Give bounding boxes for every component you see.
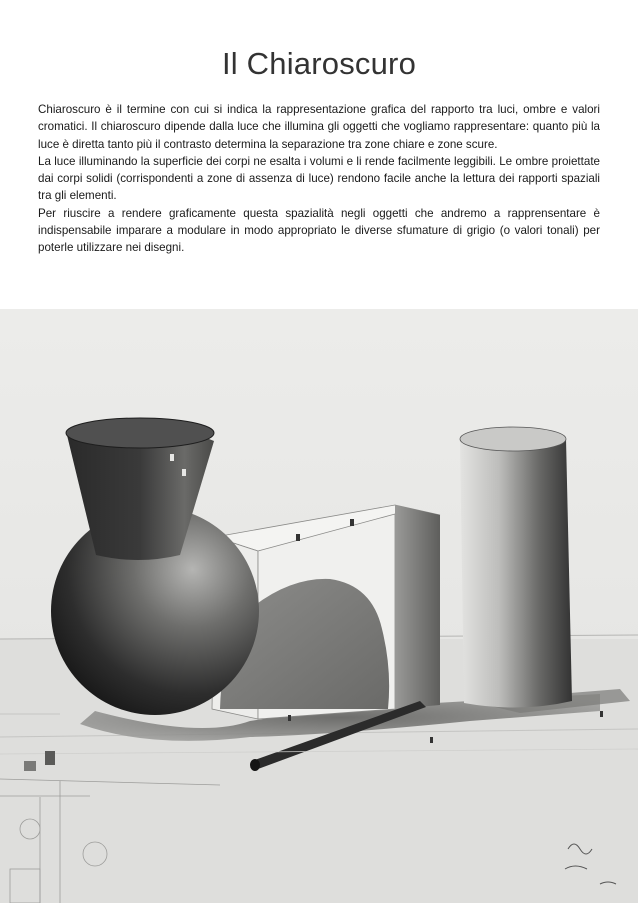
body-text (38, 101, 600, 257)
page-title: Il Chiaroscuro (221, 46, 417, 81)
drawing-illustration (0, 309, 638, 903)
paragraph: La luce illuminando la superficie dei corpi ne esalta i volumi e li rende facilmente leggibili. Le ombre proiettate dai corpi solidi (corrispondenti a zone di assenza di luce) rendono facile anche la lettura dei rapporti spaziali tra gli elementi. (38, 154, 600, 203)
paragraph: Chiaroscuro è il termine con cui si indica la rappresentazione grafica del rapporto tra luci, ombre e valori cromatici. Il chiaroscuro dipende dalla luce che illumina gli oggetti che vogliamo rappresentare: quanto più la luce è diretta tanto più il contrasto determina la separazione tra zone chiare e zone scure. (38, 103, 600, 151)
paragraph: Per riuscire a rendere graficamente questa spazialità negli oggetti che andremo a rapprensentare è indispensabile imparare a modulare in modo appropriato le diverse sfumature di grigio (o valori tonali) per poterle utilizzare nei disegni. (38, 206, 600, 255)
chiaroscuro-drawing (0, 309, 638, 903)
